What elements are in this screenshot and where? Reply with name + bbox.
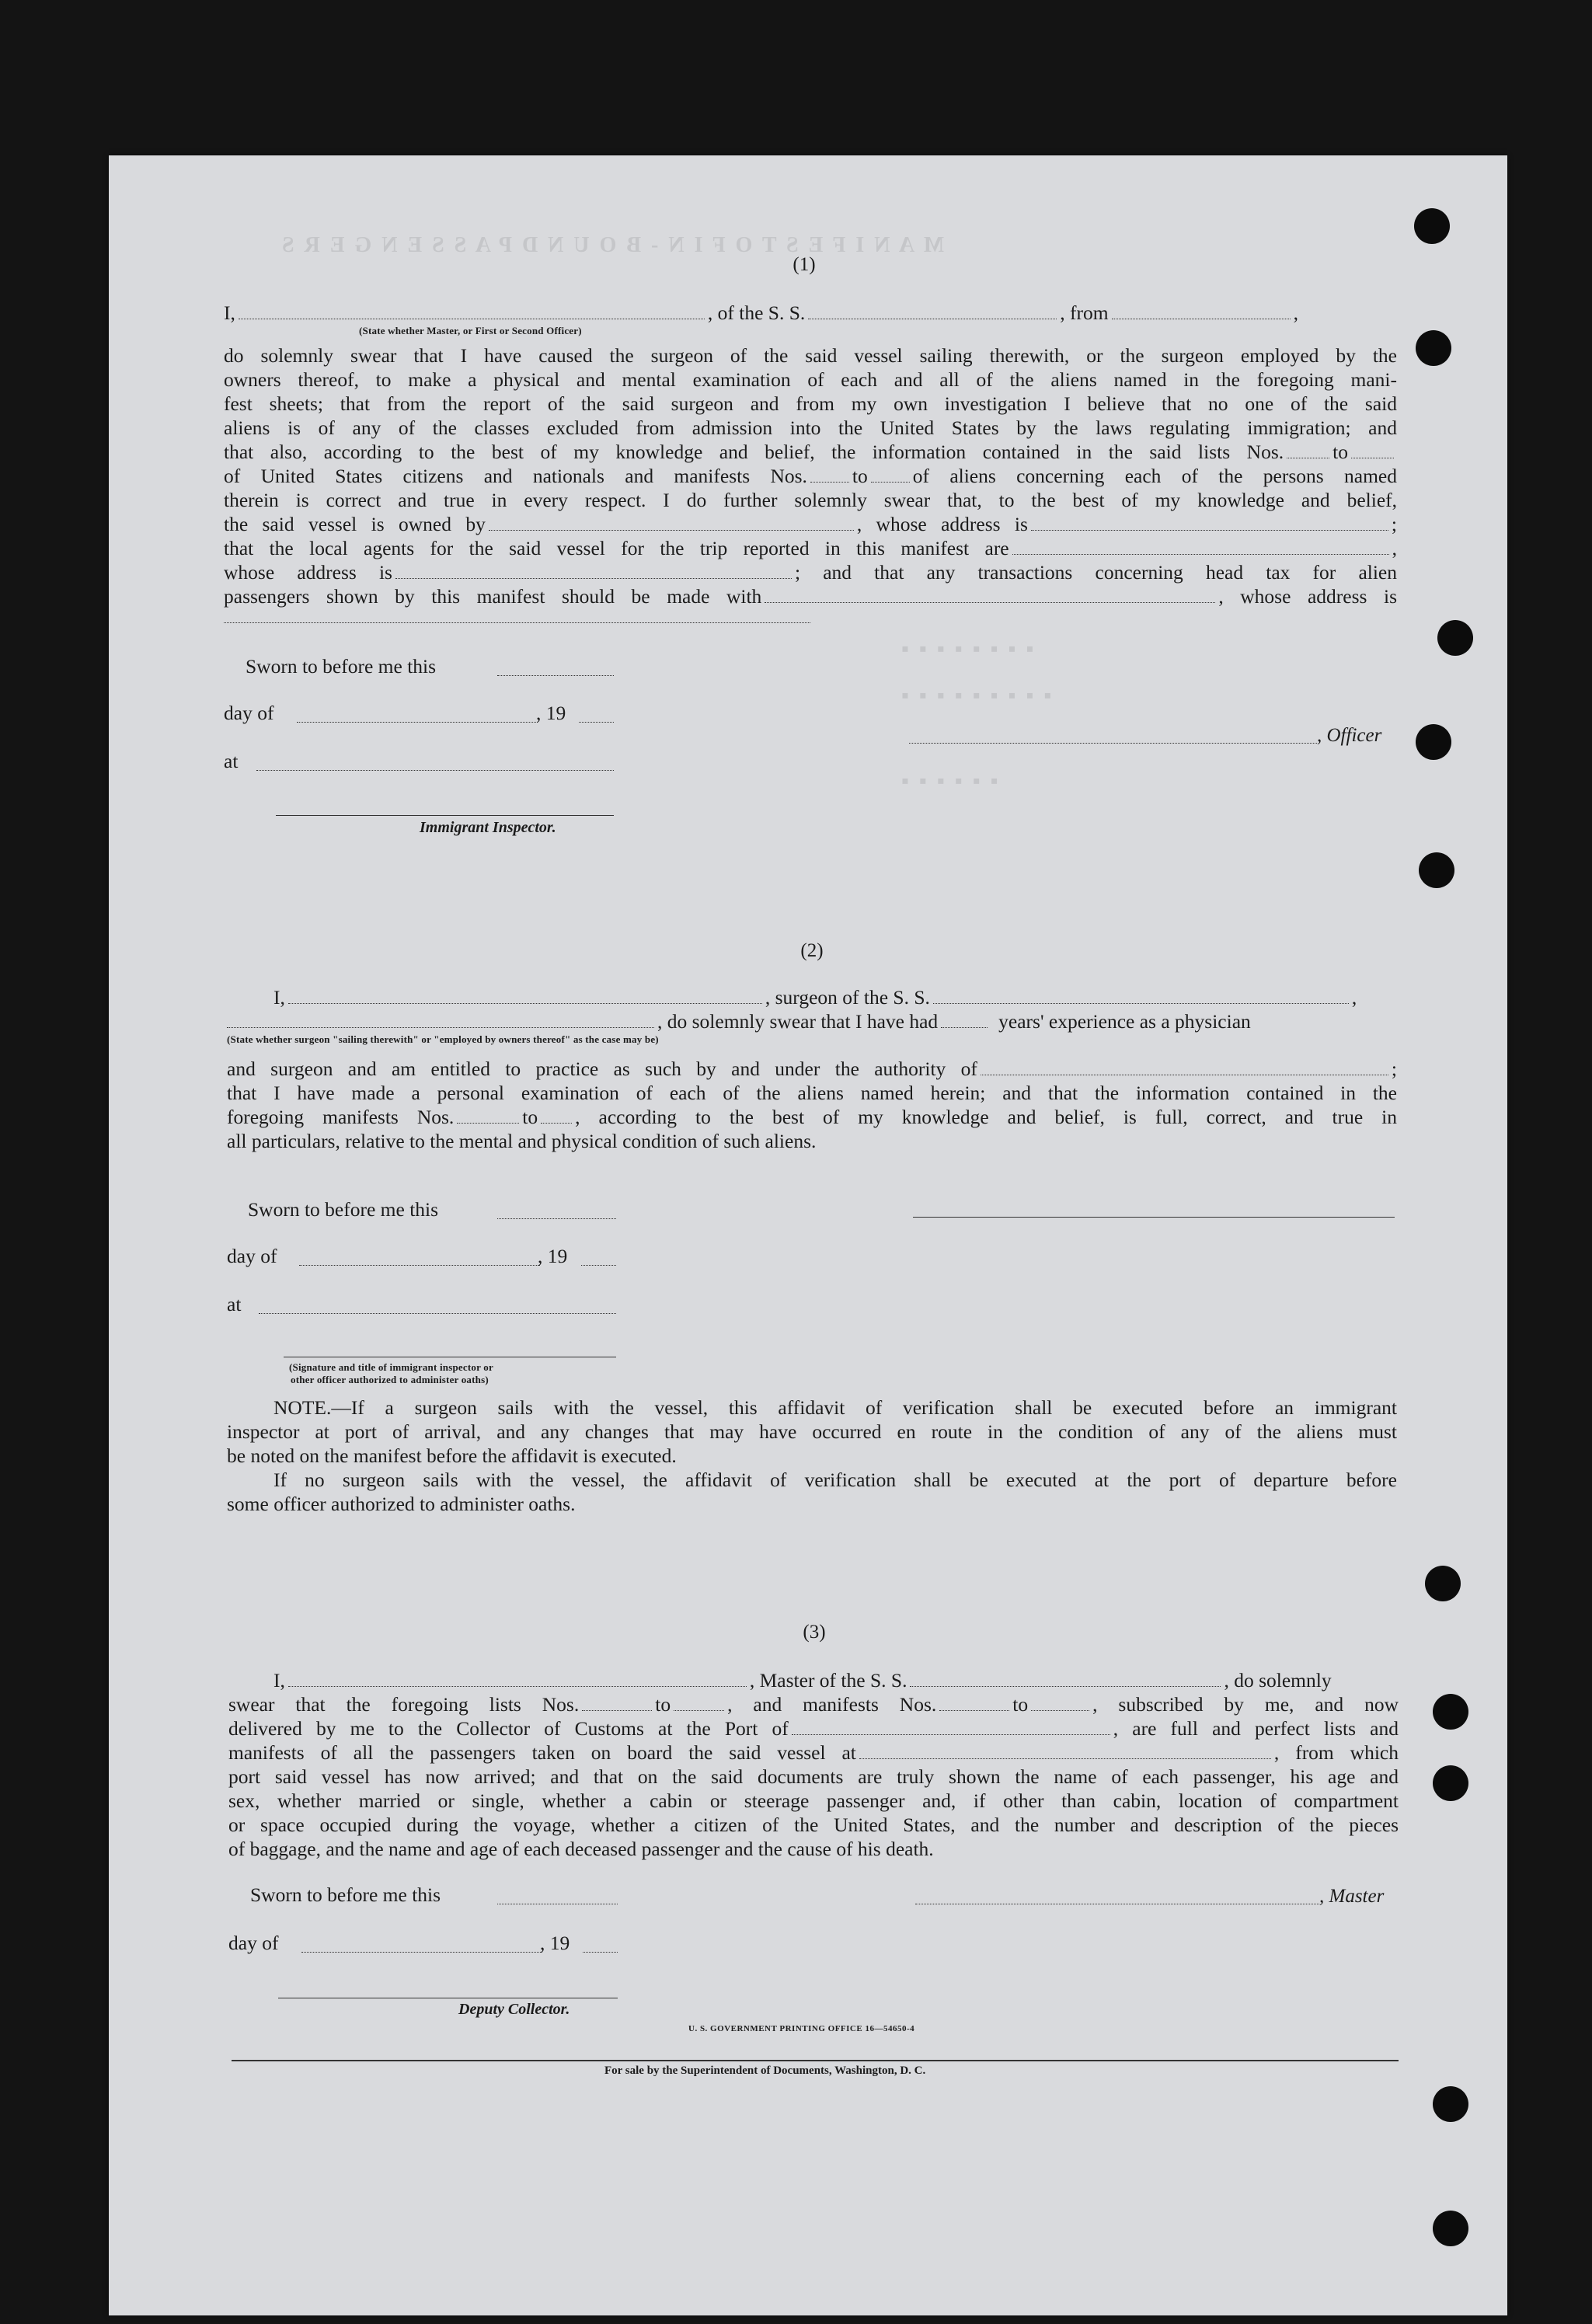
bleed-through-text: ▪ ▪ ▪ ▪ ▪ ▪ ▪ ▪ bbox=[901, 637, 1036, 661]
customs-port-field[interactable] bbox=[792, 1733, 1110, 1735]
vessel-name-field[interactable] bbox=[808, 318, 1057, 319]
lists-to-field[interactable] bbox=[674, 1709, 724, 1711]
binder-hole bbox=[1433, 1765, 1468, 1801]
binder-hole bbox=[1414, 208, 1450, 244]
surgeon-signature-field[interactable] bbox=[913, 1216, 1395, 1218]
at-label: at bbox=[227, 1293, 242, 1315]
section-number: (3) bbox=[803, 1622, 826, 1643]
agents-address-field[interactable] bbox=[395, 577, 792, 579]
signature-note: (Signature and title of immigrant inspector or bbox=[289, 1361, 493, 1373]
manifests-from-field[interactable] bbox=[457, 1122, 519, 1124]
manifests-from-field[interactable] bbox=[939, 1709, 1009, 1711]
officer-oath-line: I, , of the S. S. , from , bbox=[224, 301, 1298, 324]
officer-name-field[interactable] bbox=[239, 318, 705, 319]
sworn-label: Sworn to before me this bbox=[246, 655, 437, 678]
surgeon-status-field[interactable] bbox=[227, 1026, 654, 1028]
owner-field[interactable] bbox=[489, 529, 854, 531]
years-experience-field[interactable] bbox=[941, 1026, 988, 1028]
day-of-label: day of bbox=[228, 1932, 279, 1954]
inspector-signature-field[interactable] bbox=[284, 1356, 616, 1357]
sworn-date-field[interactable] bbox=[497, 674, 614, 676]
surgeon-vessel-field[interactable] bbox=[933, 1002, 1349, 1004]
master-name-field[interactable] bbox=[288, 1685, 747, 1687]
manifests-to-field[interactable] bbox=[541, 1122, 572, 1124]
year-field[interactable] bbox=[579, 721, 614, 723]
master-oath: I, , Master of the S. S. , do solemnly swear that the foregoing lists Nos. to , and manifests Nos. to , subscribed by me, and now delivered by me to the Collector of Customs at the Port of , are full and perfect lists and manifests of all the passengers taken on board the said vessel at , from which port said vessel has now arrived; and that on the said documents are truly shown the name of each passenger, his age and sex, whether married or single, whether a cabin or steerage passenger and, if other than cabin, location of compartment or space occupied during the voyage, whether a citizen of the United States, and the number and description of the pieces of baggage, and the name and age of each deceased passenger and the cause of his death. bbox=[228, 1669, 1399, 1860]
year-label: , 19 bbox=[540, 1932, 570, 1954]
lists-to-field[interactable] bbox=[1351, 457, 1394, 458]
master-signature-field[interactable] bbox=[915, 1903, 1319, 1904]
year-field[interactable] bbox=[581, 1264, 616, 1266]
departure-port-field[interactable] bbox=[1112, 318, 1291, 319]
binder-hole bbox=[1433, 2211, 1468, 2246]
sworn-label: Sworn to before me this bbox=[248, 1198, 439, 1221]
lists-from-field[interactable] bbox=[582, 1709, 652, 1711]
binder-hole bbox=[1437, 620, 1473, 656]
signature-note: other officer authorized to administer oaths) bbox=[291, 1374, 489, 1385]
surgeon-status-note: (State whether surgeon "sailing therewith" or "employed by owners thereof" as the case may be) bbox=[227, 1033, 659, 1045]
officer-signature-field[interactable] bbox=[909, 742, 1317, 744]
binder-hole bbox=[1433, 2086, 1468, 2122]
owner-address-field[interactable] bbox=[1031, 529, 1388, 531]
lists-from-field[interactable] bbox=[1287, 457, 1329, 458]
manifests-to-field[interactable] bbox=[1031, 1709, 1089, 1711]
year-label: , 19 bbox=[538, 1245, 568, 1267]
sale-notice: For sale by the Superintendent of Documents, Washington, D. C. bbox=[604, 2064, 926, 2077]
master-label: , Master bbox=[1319, 1886, 1385, 1907]
license-authority-field[interactable] bbox=[981, 1074, 1388, 1075]
deputy-signature-field[interactable] bbox=[278, 1997, 618, 1998]
month-field[interactable] bbox=[301, 1951, 542, 1953]
master-vessel-field[interactable] bbox=[910, 1685, 1221, 1687]
year-label: , 19 bbox=[536, 702, 566, 724]
day-of-label: day of bbox=[227, 1245, 277, 1267]
month-field[interactable] bbox=[297, 721, 538, 723]
binder-hole bbox=[1419, 852, 1454, 888]
binder-hole bbox=[1416, 724, 1451, 760]
officer-oath-body: do solemnly swear that I have caused the surgeon of the said vessel sailing therewith, or the surgeon employed by the owners thereof, to make a physical and mental examination of each and all of the aliens named in the foregoing mani- fest sheets; that from the report of the said surgeon and from my own investigation I believe that no one of the said aliens is of any of the classes excluded from admission into the United States by the laws regulating immigration; and that also, according to the best of my knowledge and belief, the information contained in the said lists Nos. to of United States citizens and nationals and manifests Nos. to of aliens concerning each of the persons named therein is correct and true in every respect. I do further solemnly swear that, to the best of my knowledge and belief, the said vessel is owned by , whose address is ; that the local agents for the said vessel for the trip reported in this manifest are , whose address is ; and that any transactions concerning head tax for alien passengers shown by this manifest should be made with , whose address is bbox=[224, 344, 1398, 608]
manifests-to-field[interactable] bbox=[871, 481, 910, 483]
gpo-imprint: U. S. GOVERNMENT PRINTING OFFICE 16—54650-4 bbox=[688, 2024, 915, 2033]
inspector-signature-field[interactable] bbox=[276, 814, 614, 816]
footer-rule bbox=[232, 2059, 1399, 2061]
note-paragraph: NOTE.—If a surgeon sails with the vessel, this affidavit of verification shall be executed before an immigrant inspector at port of arrival, and any changes that may have occurred en route in the condition of any of the aliens must be noted on the manifest before the affidavit is executed. If no surgeon sails with the vessel, the affidavit of verification shall be executed at the port of departure before some officer authorized to administer oaths. bbox=[227, 1396, 1397, 1515]
section-number: (2) bbox=[800, 940, 824, 961]
place-field[interactable] bbox=[256, 769, 614, 771]
surgeon-oath-body: and surgeon and am entitled to practice as such by and under the authority of ; that I have made a personal examination of each of the aliens named herein; and that the information contained in the foregoing manifests Nos. to , according to the best of my knowledge and belief, is full, correct, and true in all particulars, relative to the mental and physical condition of such aliens. bbox=[227, 1057, 1397, 1152]
sworn-label: Sworn to before me this bbox=[250, 1883, 441, 1906]
bleed-through-text: ▪ ▪ ▪ ▪ ▪ ▪ ▪ ▪ ▪ bbox=[901, 684, 1054, 708]
officer-label: , Officer bbox=[1317, 725, 1382, 746]
at-label: at bbox=[224, 750, 239, 772]
surgeon-name-field[interactable] bbox=[288, 1002, 762, 1004]
sworn-date-field[interactable] bbox=[497, 1218, 616, 1219]
binder-hole bbox=[1425, 1566, 1461, 1601]
year-field[interactable] bbox=[583, 1951, 618, 1953]
bleed-through-text: M A N I F E S T O F I N - B O U N D P A S S E N G E R S bbox=[280, 233, 945, 257]
month-field[interactable] bbox=[299, 1264, 540, 1266]
surgeon-oath: I, , surgeon of the S. S. , , do solemnly swear that I have had years' experience as a physician bbox=[227, 985, 1397, 1033]
binder-hole bbox=[1416, 330, 1451, 366]
local-agents-field[interactable] bbox=[1012, 553, 1389, 555]
head-tax-address-field[interactable] bbox=[224, 622, 810, 623]
bleed-through-text: ▪ ▪ ▪ ▪ ▪ ▪ bbox=[901, 769, 1001, 793]
embarkation-port-field[interactable] bbox=[859, 1758, 1271, 1759]
sworn-date-field[interactable] bbox=[497, 1903, 618, 1904]
binder-hole bbox=[1433, 1694, 1468, 1730]
officer-rank-note: (State whether Master, or First or Second Officer) bbox=[359, 325, 582, 336]
day-of-label: day of bbox=[224, 702, 274, 724]
immigrant-inspector-label: Immigrant Inspector. bbox=[420, 819, 556, 836]
section-number: (1) bbox=[793, 254, 816, 275]
manifests-from-field[interactable] bbox=[810, 481, 849, 483]
head-tax-contact-field[interactable] bbox=[765, 601, 1215, 603]
place-field[interactable] bbox=[259, 1312, 616, 1314]
deputy-collector-label: Deputy Collector. bbox=[458, 2001, 570, 2018]
